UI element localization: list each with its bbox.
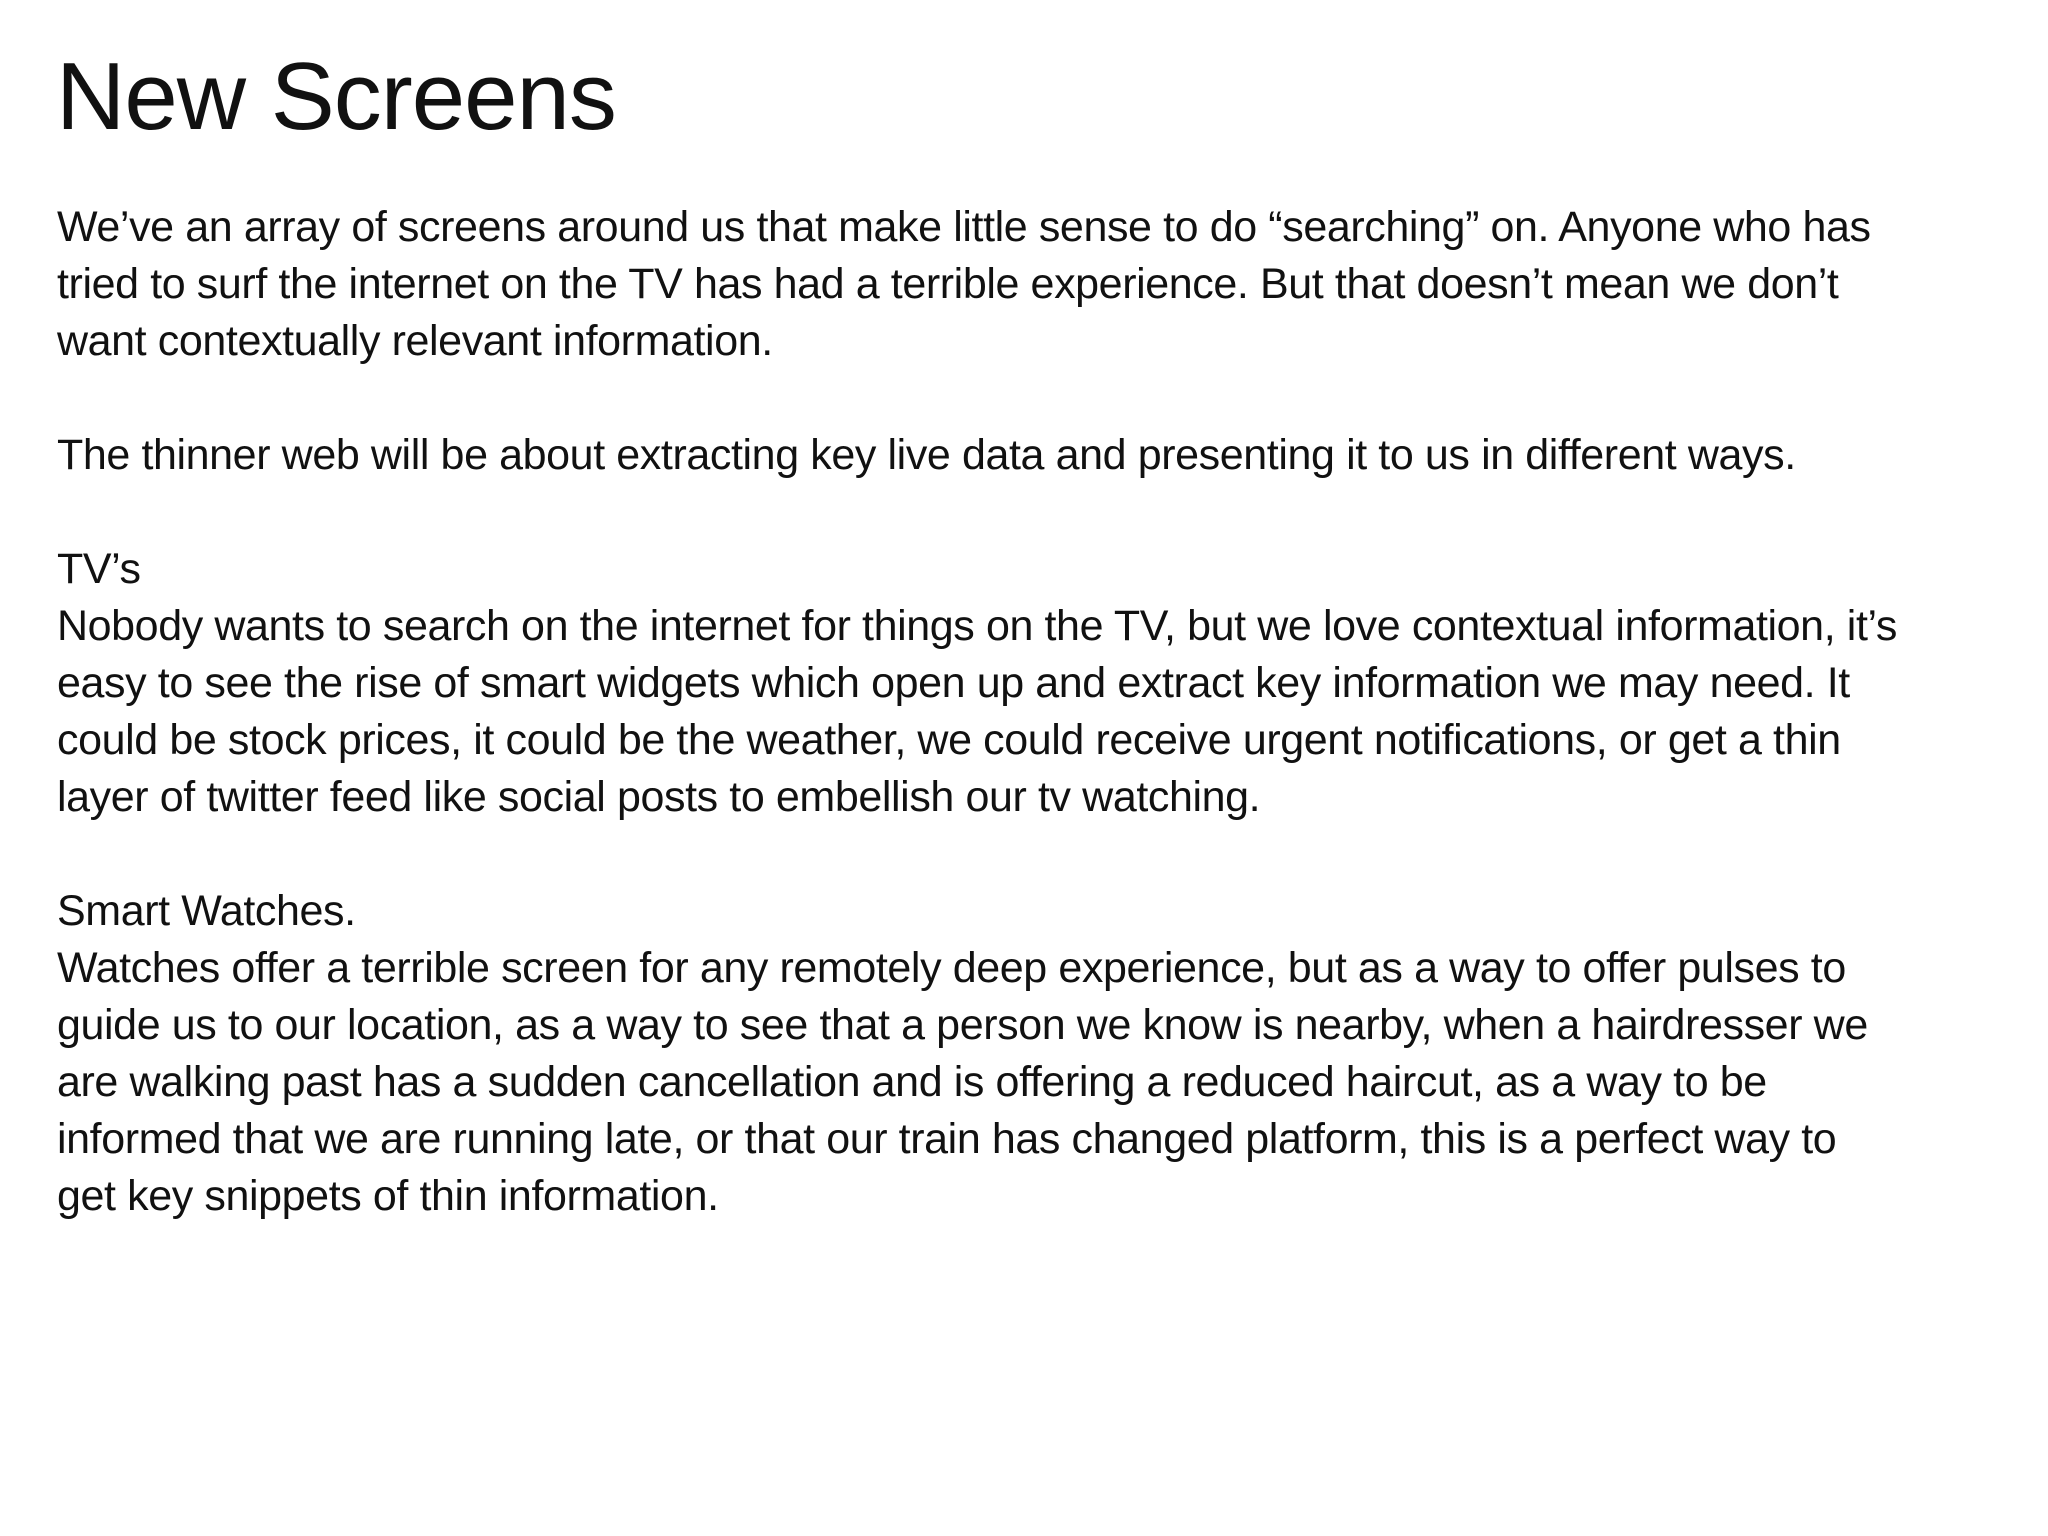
intro-line-1: We’ve an array of screens around us that make little sense to do “searching” on. Anyone who has [57,203,1871,251]
paragraph-spacer [57,484,2017,541]
tvs-line-2: easy to see the rise of smart widgets which open up and extract key information we may need. It [57,659,1850,707]
smart-watches-line-2: guide us to our location, as a way to see that a person we know is nearby, when a hairdresser we [57,1001,1868,1049]
thinner-web-line-1: The thinner web will be about extracting key live data and presenting it to us in different ways. [57,431,1796,479]
slide-body [57,199,2017,1225]
smart-watches-line-3: are walking past has a sudden cancellation and is offering a reduced haircut, as a way to be [57,1058,1767,1106]
slide-title: New Screens [56,43,616,150]
paragraph-spacer [57,370,2017,427]
tvs-heading: TV’s [57,545,141,593]
smart-watches-line-4: informed that we are running late, or that our train has changed platform, this is a perfect way to [57,1115,1837,1163]
smart-watches-heading: Smart Watches. [57,887,356,935]
intro-line-2: tried to surf the internet on the TV has had a terrible experience. But that doesn’t mean we don’t [57,260,1839,308]
paragraph-spacer [57,826,2017,883]
smart-watches-line-1: Watches offer a terrible screen for any remotely deep experience, but as a way to offer pulses to [57,944,1846,992]
tvs-line-1: Nobody wants to search on the internet for things on the TV, but we love contextual information, it’s [57,602,1897,650]
intro-line-3: want contextually relevant information. [57,317,773,365]
tvs-line-4: layer of twitter feed like social posts to embellish our tv watching. [57,773,1261,821]
tvs-line-3: could be stock prices, it could be the weather, we could receive urgent notifications, or get a thin [57,716,1841,764]
smart-watches-line-5: get key snippets of thin information. [57,1172,719,1220]
